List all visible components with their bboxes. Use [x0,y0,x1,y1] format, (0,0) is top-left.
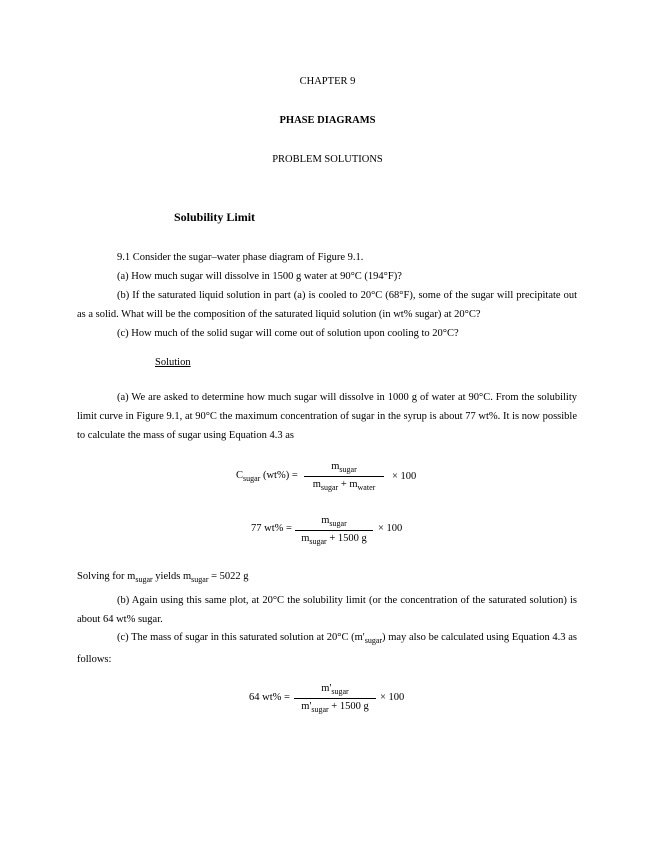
chapter-heading: CHAPTER 9 [299,76,356,87]
eq3-times: × 100 [380,692,405,703]
eq1-times: × 100 [392,471,417,482]
chapter-title: PHASE DIAGRAMS [279,115,376,126]
solution-para-a: (a) We are asked to determine how much sugar will dissolve in 1000 g of water at 90°C. From the solubility limit curve in Figure 9.1, at 90°C the maximum concentration of sugar in the syrup is about 77 wt%. It is now possible to calculate the mass of sugar using Equation 4.3 as [77,392,577,441]
chapter-subtitle: PROBLEM SOLUTIONS [272,154,383,165]
eq2-lhs: 77 wt% = [251,523,292,534]
eq1-lhs: $C_{sugar}$ (wt%) = [236,470,298,483]
problem-part-c: (c) How much of the solid sugar will come out of solution upon cooling to 20°C? [117,328,459,339]
section-title: Solubility Limit [174,210,256,224]
problem-part-b: (b) If the saturated liquid solution in part (a) is cooled to 20°C (68°F), some of the sugar will precipitate out as a solid. What will be the composition of the saturated liquid solution (in wt% sugar) at 20°C? [77,290,577,320]
eq1-fraction: $m_{sugar}$ $m_{sugar} + m_{water}$ [304,461,384,492]
eq3-fraction: $m'_{sugar}$ $m'_{sugar} + 1500$ g [294,683,376,714]
eq2-times: × 100 [378,523,403,534]
solution-label: Solution [155,357,191,368]
solving-line: Solving for $m_{sugar}$ yields $m_{sugar} = 5022$ g [77,571,249,584]
eq2-fraction: $m_{sugar}$ $m_{sugar} + 1500$ g [295,515,373,546]
solution-para-b: (b) Again using this same plot, at 20°C the solubility limit (or the concentration of the saturated solution) is about 64 wt% sugar. [77,595,577,625]
problem-part-a: (a) How much sugar will dissolve in 1500 g water at 90°C (194°F)? [117,271,402,282]
problem-intro: 9.1 Consider the sugar–water phase diagram of Figure 9.1. [117,252,364,263]
solution-para-c: (c) The mass of sugar in this saturated solution at 20°C $(m'_{sugar})$ may also be calculated using Equation 4.3 as follows: [77,632,577,665]
eq3-lhs: 64 wt% = [249,692,290,703]
